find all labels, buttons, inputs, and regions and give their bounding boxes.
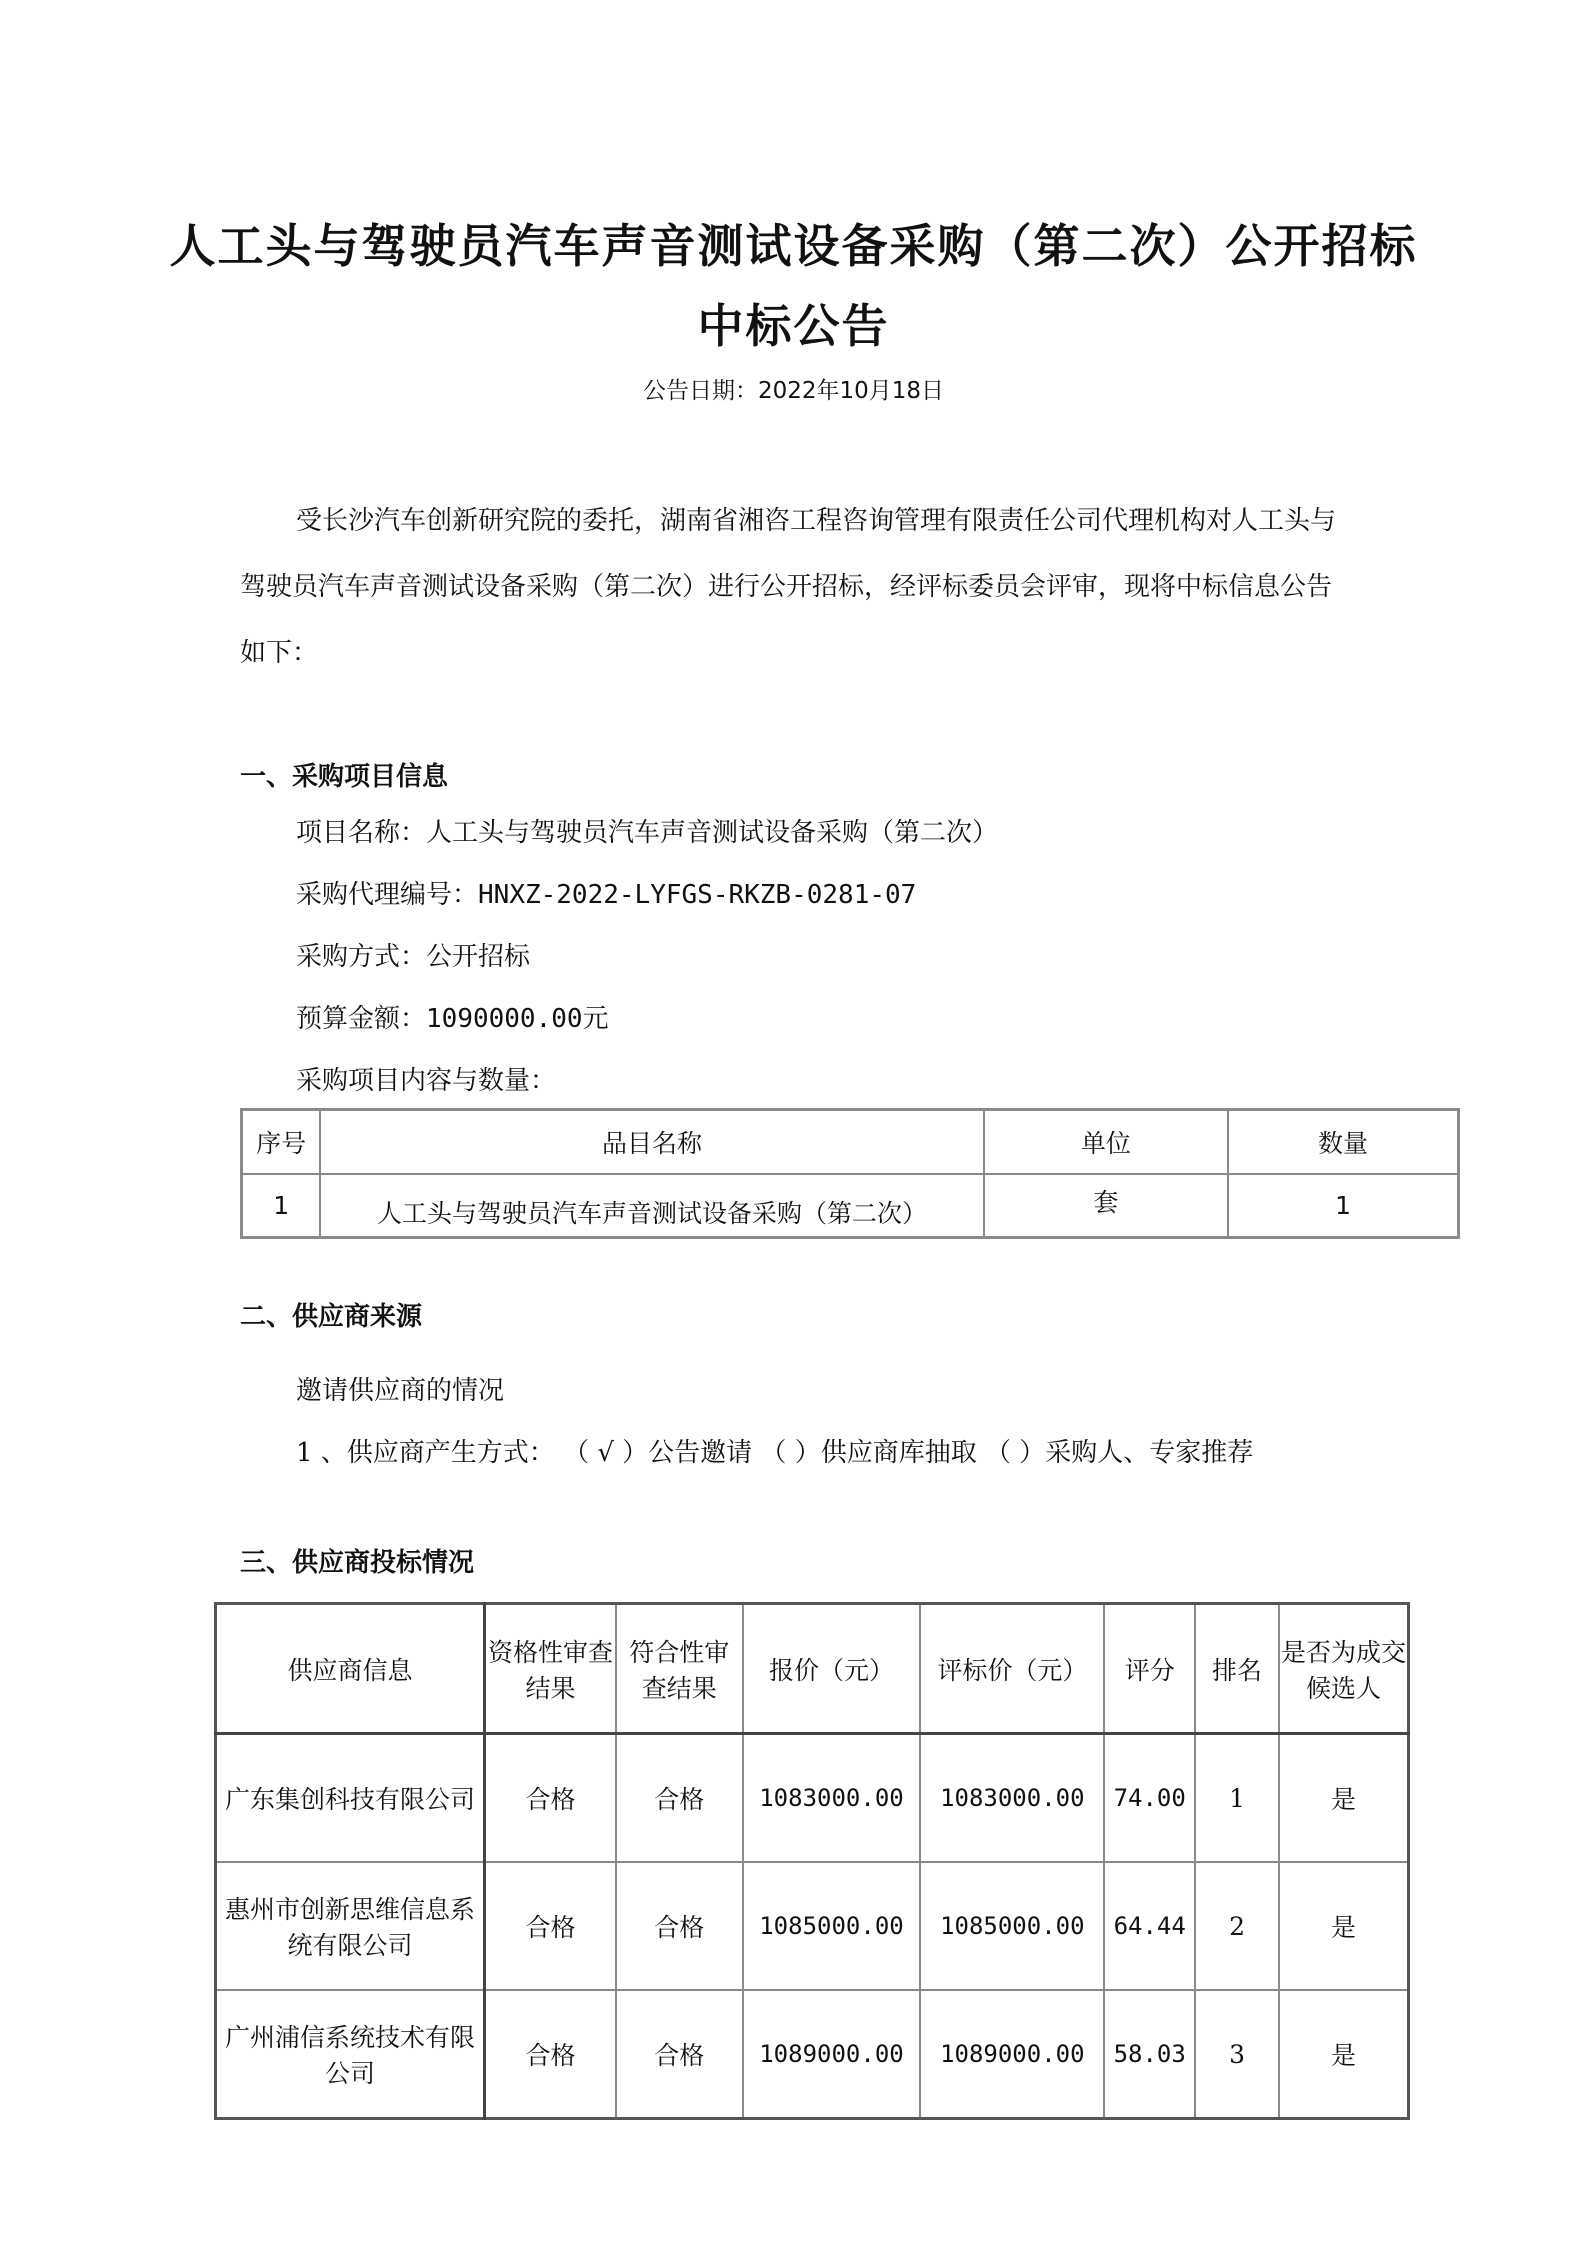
document-title-line2: 中标公告 (697, 299, 890, 353)
items-header-cell: 品目名称 (320, 1110, 983, 1174)
budget-label: 预算金额： (296, 1004, 427, 1034)
announcement-date: 公告日期：2022年10月18日 (642, 378, 945, 404)
bids-table-header (216, 1604, 1409, 1734)
bid-compliance: 合格 (616, 1734, 743, 1863)
items-header-cell: 数量 (1228, 1110, 1458, 1174)
agency-code-line (296, 874, 916, 911)
bid-supplier: 广州浦信系统技术有限公司 (216, 1990, 485, 2119)
bid-supplier: 惠州市创新思维信息系统有限公司 (216, 1862, 485, 1990)
agency-code: HNXZ-2022-LYFGS-RKZB-0281-07 (478, 880, 917, 910)
bid-score: 64.44 (1104, 1862, 1195, 1990)
items-cell-name: 人工头与驾驶员汽车声音测试设备采购（第二次） (320, 1174, 983, 1238)
budget-amount: 1090000.00 (426, 1004, 583, 1034)
bid-evaluated-price: 1085000.00 (920, 1862, 1104, 1990)
section2-subheading: 邀请供应商的情况 (296, 1376, 505, 1406)
items-cell-quantity: 1 (1228, 1174, 1458, 1238)
bid-candidate: 是 (1279, 1734, 1409, 1863)
bid-evaluated-price: 1089000.00 (920, 1990, 1104, 2119)
bid-score: 74.00 (1104, 1734, 1195, 1863)
bids-header-cell: 评分 (1104, 1604, 1195, 1734)
bid-supplier: 广东集创科技有限公司 (216, 1734, 485, 1863)
items-table-header (242, 1110, 1459, 1174)
project-name: 项目名称：人工头与驾驶员汽车声音测试设备采购（第二次） (296, 818, 999, 848)
bid-price: 1085000.00 (743, 1862, 921, 1990)
intro-paragraph (240, 488, 1350, 686)
bid-evaluated-price: 1083000.00 (920, 1734, 1104, 1863)
agency-code-label: 采购代理编号： (296, 880, 479, 910)
items-header-cell: 单位 (984, 1110, 1228, 1174)
bid-candidate: 是 (1279, 1990, 1409, 2119)
bid-rank: 1 (1195, 1734, 1279, 1863)
bid-rank: 2 (1195, 1862, 1279, 1990)
bids-header-cell: 符合性审查结果 (616, 1604, 743, 1734)
section1-heading: 一、采购项目信息 (240, 762, 449, 792)
content-label: 采购项目内容与数量： (296, 1066, 557, 1096)
bids-table (214, 1602, 1410, 2120)
table-row (216, 1734, 1409, 1863)
bid-score: 58.03 (1104, 1990, 1195, 2119)
bids-header-cell: 评标价（元） (920, 1604, 1104, 1734)
bid-qualification: 合格 (484, 1990, 616, 2119)
bid-candidate: 是 (1279, 1862, 1409, 1990)
bid-rank: 3 (1195, 1990, 1279, 2119)
section3-heading: 三、供应商投标情况 (240, 1548, 475, 1578)
bids-header-cell: 报价（元） (743, 1604, 921, 1734)
document-title-line1: 人工头与驾驶员汽车声音测试设备采购（第二次）公开招标 (169, 219, 1418, 273)
bid-price: 1089000.00 (743, 1990, 921, 2119)
bid-price: 1083000.00 (743, 1734, 921, 1863)
bid-compliance: 合格 (616, 1862, 743, 1990)
supplier-source-line: 1 、供应商产生方式： （ √ ）公告邀请 （ ）供应商库抽取 （ ）采购人、专家推荐 (296, 1438, 1254, 1468)
procurement-method: 采购方式：公开招标 (296, 942, 531, 972)
budget-line (296, 998, 609, 1035)
bid-qualification: 合格 (484, 1862, 616, 1990)
table-row (216, 1862, 1409, 1990)
items-cell-index: 1 (242, 1174, 321, 1238)
items-table (240, 1108, 1460, 1239)
intro-text: 受长沙汽车创新研究院的委托，湖南省湘咨工程咨询管理有限责任公司代理机构对人工头与驾驶员汽车声音测试设备采购（第二次）进行公开招标，经评标委员会评审，现将中标信息公告如下： (240, 506, 1337, 668)
items-header-cell: 序号 (242, 1110, 321, 1174)
budget-unit: 元 (582, 1004, 609, 1034)
bids-header-cell: 供应商信息 (216, 1604, 485, 1734)
table-row (216, 1990, 1409, 2119)
bids-header-cell: 资格性审查结果 (484, 1604, 616, 1734)
section2-heading: 二、供应商来源 (240, 1302, 423, 1332)
items-cell-unit: 套 (984, 1174, 1228, 1238)
bids-header-cell: 是否为成交候选人 (1279, 1604, 1409, 1734)
bids-header-cell: 排名 (1195, 1604, 1279, 1734)
table-row (242, 1174, 1459, 1238)
bid-qualification: 合格 (484, 1734, 616, 1863)
bid-compliance: 合格 (616, 1990, 743, 2119)
